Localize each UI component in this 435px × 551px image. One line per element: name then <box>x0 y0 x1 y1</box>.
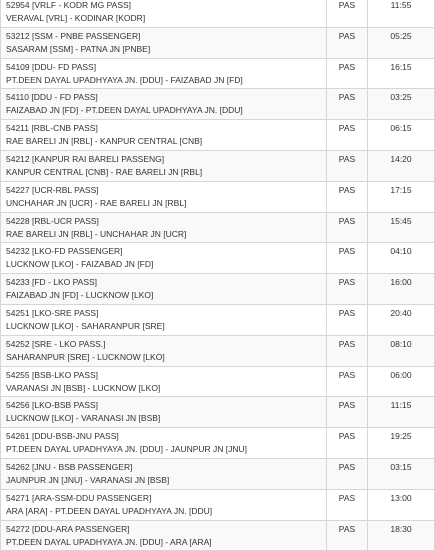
train-time-cell <box>368 28 434 58</box>
train-time-cell <box>368 459 434 489</box>
train-type: PAS <box>338 153 356 164</box>
train-type: PAS <box>338 400 356 411</box>
table-row[interactable] <box>1 428 434 459</box>
table-row[interactable] <box>1 182 434 213</box>
train-type: PAS <box>338 246 356 257</box>
train-title[interactable]: 54110 [DDU - FD PASS] <box>6 92 98 103</box>
table-row[interactable] <box>1 274 434 305</box>
table-row[interactable] <box>1 151 434 182</box>
train-type-cell <box>327 490 368 520</box>
train-title[interactable]: 54252 [SRE - LKO PASS.] <box>6 338 106 349</box>
train-name-cell <box>1 28 327 58</box>
table-row[interactable] <box>1 59 434 90</box>
train-time: 03:25 <box>390 92 412 103</box>
train-name-cell <box>1 120 327 150</box>
train-time-cell <box>368 59 434 89</box>
train-type-cell <box>327 521 368 551</box>
train-type-cell <box>327 367 368 397</box>
train-type: PAS <box>338 338 356 349</box>
train-title[interactable]: 53212 [SSM - PNBE PASSENGER] <box>6 30 141 41</box>
train-type: PAS <box>338 215 356 226</box>
train-route: KANPUR CENTRAL [CNB] - RAE BARELI JN [RBL] <box>6 166 203 177</box>
table-row[interactable] <box>1 28 434 59</box>
train-type-cell <box>327 151 368 181</box>
table-row[interactable] <box>1 120 434 151</box>
train-time: 11:55 <box>390 0 412 10</box>
train-route: VARANASI JN [BSB] - LUCKNOW [LKO] <box>6 382 161 393</box>
train-time: 18:30 <box>390 523 412 534</box>
train-title[interactable]: 54272 [DDU-ARA PASSENGER] <box>6 523 130 534</box>
train-time-cell <box>368 213 434 243</box>
train-time-cell <box>368 367 434 397</box>
train-name-cell <box>1 0 327 27</box>
train-route: PT.DEEN DAYAL UPADHYAYA JN. [DDU] - FAIZABAD JN [FD] <box>6 74 243 85</box>
train-name-cell <box>1 305 327 335</box>
train-type: PAS <box>338 461 356 472</box>
train-name-cell <box>1 521 327 551</box>
train-name-cell <box>1 274 327 304</box>
train-route: ARA [ARA] - PT.DEEN DAYAL UPADHYAYA JN. [DDU] <box>6 505 213 516</box>
train-time-cell <box>368 151 434 181</box>
train-time: 16:15 <box>390 61 412 72</box>
table-row[interactable] <box>1 459 434 490</box>
train-title[interactable]: 54109 [DDU- FD PASS] <box>6 61 97 72</box>
train-type: PAS <box>338 277 356 288</box>
train-time-cell <box>368 182 434 212</box>
train-route: RAE BARELI JN [RBL] - UNCHAHAR JN [UCR] <box>6 228 187 239</box>
train-title[interactable]: 54261 [DDU-BSB-JNU PASS] <box>6 431 119 442</box>
train-time-cell <box>368 521 434 551</box>
train-title[interactable]: 54255 [BSB-LKO PASS] <box>6 369 98 380</box>
train-time: 20:40 <box>390 307 412 318</box>
train-type-cell <box>327 274 368 304</box>
train-name-cell <box>1 182 327 212</box>
train-time: 04:10 <box>390 246 412 257</box>
train-route: FAIZABAD JN [FD] - PT.DEEN DAYAL UPADHYAYA JN. [DDU] <box>6 105 243 116</box>
train-title[interactable]: 54232 [LKO-FD PASSENGER] <box>6 246 123 257</box>
table-row[interactable] <box>1 367 434 398</box>
train-type: PAS <box>338 61 356 72</box>
train-type: PAS <box>338 431 356 442</box>
train-route: LUCKNOW [LKO] - VARANASI JN [BSB] <box>6 413 161 424</box>
train-time: 13:00 <box>390 492 412 503</box>
train-route: UNCHAHAR JN [UCR] - RAE BARELI JN [RBL] <box>6 197 187 208</box>
train-name-cell <box>1 367 327 397</box>
train-route: RAE BARELI JN [RBL] - KANPUR CENTRAL [CNB] <box>6 136 203 147</box>
train-route: SAHARANPUR [SRE] - LUCKNOW [LKO] <box>6 351 165 362</box>
train-type: PAS <box>338 523 356 534</box>
train-title[interactable]: 54227 [UCR-RBL PASS] <box>6 184 99 195</box>
train-type-cell <box>327 0 368 27</box>
train-time-cell <box>368 397 434 427</box>
train-title[interactable]: 54211 [RBL-CNB PASS] <box>6 123 98 134</box>
train-type: PAS <box>338 123 356 134</box>
train-route: PT.DEEN DAYAL UPADHYAYA JN. [DDU] - JAUNPUR JN [JNU] <box>6 444 248 455</box>
train-time-cell <box>368 490 434 520</box>
train-time-cell <box>368 120 434 150</box>
train-type: PAS <box>338 369 356 380</box>
train-name-cell <box>1 59 327 89</box>
train-name-cell <box>1 428 327 458</box>
train-name-cell <box>1 459 327 489</box>
train-title[interactable]: 54271 [ARA-SSM-DDU PASSENGER] <box>6 492 152 503</box>
train-time: 11:15 <box>390 400 412 411</box>
train-time: 03:15 <box>390 461 412 472</box>
train-type: PAS <box>338 0 356 10</box>
train-title[interactable]: 52954 [VRLF - KODR MG PASS] <box>6 0 132 10</box>
train-time: 15:45 <box>390 215 412 226</box>
train-type-cell <box>327 213 368 243</box>
train-time: 14:20 <box>390 153 412 164</box>
train-title[interactable]: 54228 [RBL-UCR PASS] <box>6 215 99 226</box>
train-type: PAS <box>338 30 356 41</box>
train-type-cell <box>327 120 368 150</box>
train-time-cell <box>368 0 434 27</box>
table-row[interactable] <box>1 305 434 336</box>
train-type-cell <box>327 305 368 335</box>
train-time: 06:15 <box>390 123 412 134</box>
train-time-cell <box>368 428 434 458</box>
train-type-cell <box>327 182 368 212</box>
train-title[interactable]: 54251 [LKO-SRE PASS] <box>6 307 99 318</box>
train-type: PAS <box>338 92 356 103</box>
train-type: PAS <box>338 307 356 318</box>
table-row[interactable] <box>1 490 434 521</box>
train-time: 17:15 <box>390 184 412 195</box>
train-name-cell <box>1 89 327 119</box>
table-row[interactable] <box>1 397 434 428</box>
table-row[interactable] <box>1 0 434 28</box>
train-title[interactable]: 54233 [FD - LKO PASS] <box>6 277 98 288</box>
train-time: 16:00 <box>390 277 412 288</box>
train-time: 05:25 <box>390 30 412 41</box>
train-type-cell <box>327 89 368 119</box>
train-time-cell <box>368 274 434 304</box>
train-route: SASARAM [SSM] - PATNA JN [PNBE] <box>6 43 151 54</box>
train-time: 06:00 <box>390 369 412 380</box>
table-row[interactable] <box>1 521 434 551</box>
train-route: FAIZABAD JN [FD] - LUCKNOW [LKO] <box>6 290 154 301</box>
train-type-cell <box>327 428 368 458</box>
train-name-cell <box>1 490 327 520</box>
train-route: VERAVAL [VRL] - KODINAR [KODR] <box>6 13 146 23</box>
train-name-cell <box>1 397 327 427</box>
train-type-cell <box>327 28 368 58</box>
train-name-cell <box>1 243 327 273</box>
train-title[interactable]: 54212 [KANPUR RAI BARELI PASSENG] <box>6 153 165 164</box>
train-time-cell <box>368 336 434 366</box>
train-time-cell <box>368 243 434 273</box>
table-row[interactable] <box>1 336 434 367</box>
train-name-cell <box>1 336 327 366</box>
train-name-cell <box>1 151 327 181</box>
train-time: 08:10 <box>390 338 412 349</box>
train-time-cell <box>368 305 434 335</box>
train-type-cell <box>327 397 368 427</box>
train-type-cell <box>327 243 368 273</box>
train-type: PAS <box>338 492 356 503</box>
train-type-cell <box>327 59 368 89</box>
train-route: PT.DEEN DAYAL UPADHYAYA JN. [DDU] - ARA [ARA] <box>6 536 212 547</box>
train-type-cell <box>327 459 368 489</box>
train-type-cell <box>327 336 368 366</box>
train-route: LUCKNOW [LKO] - FAIZABAD JN [FD] <box>6 259 154 270</box>
table-row[interactable] <box>1 213 434 244</box>
train-title[interactable]: 54256 [LKO-BSB PASS] <box>6 400 98 411</box>
table-row[interactable] <box>1 89 434 120</box>
train-name-cell <box>1 213 327 243</box>
train-route: JAUNPUR JN [JNU] - VARANASI JN [BSB] <box>6 474 170 485</box>
train-type: PAS <box>338 184 356 195</box>
train-route: LUCKNOW [LKO] - SAHARANPUR [SRE] <box>6 320 165 331</box>
train-time: 19:25 <box>390 431 412 442</box>
table-row[interactable] <box>1 243 434 274</box>
train-title[interactable]: 54262 [JNU - BSB PASSENGER] <box>6 461 133 472</box>
train-time-cell <box>368 89 434 119</box>
